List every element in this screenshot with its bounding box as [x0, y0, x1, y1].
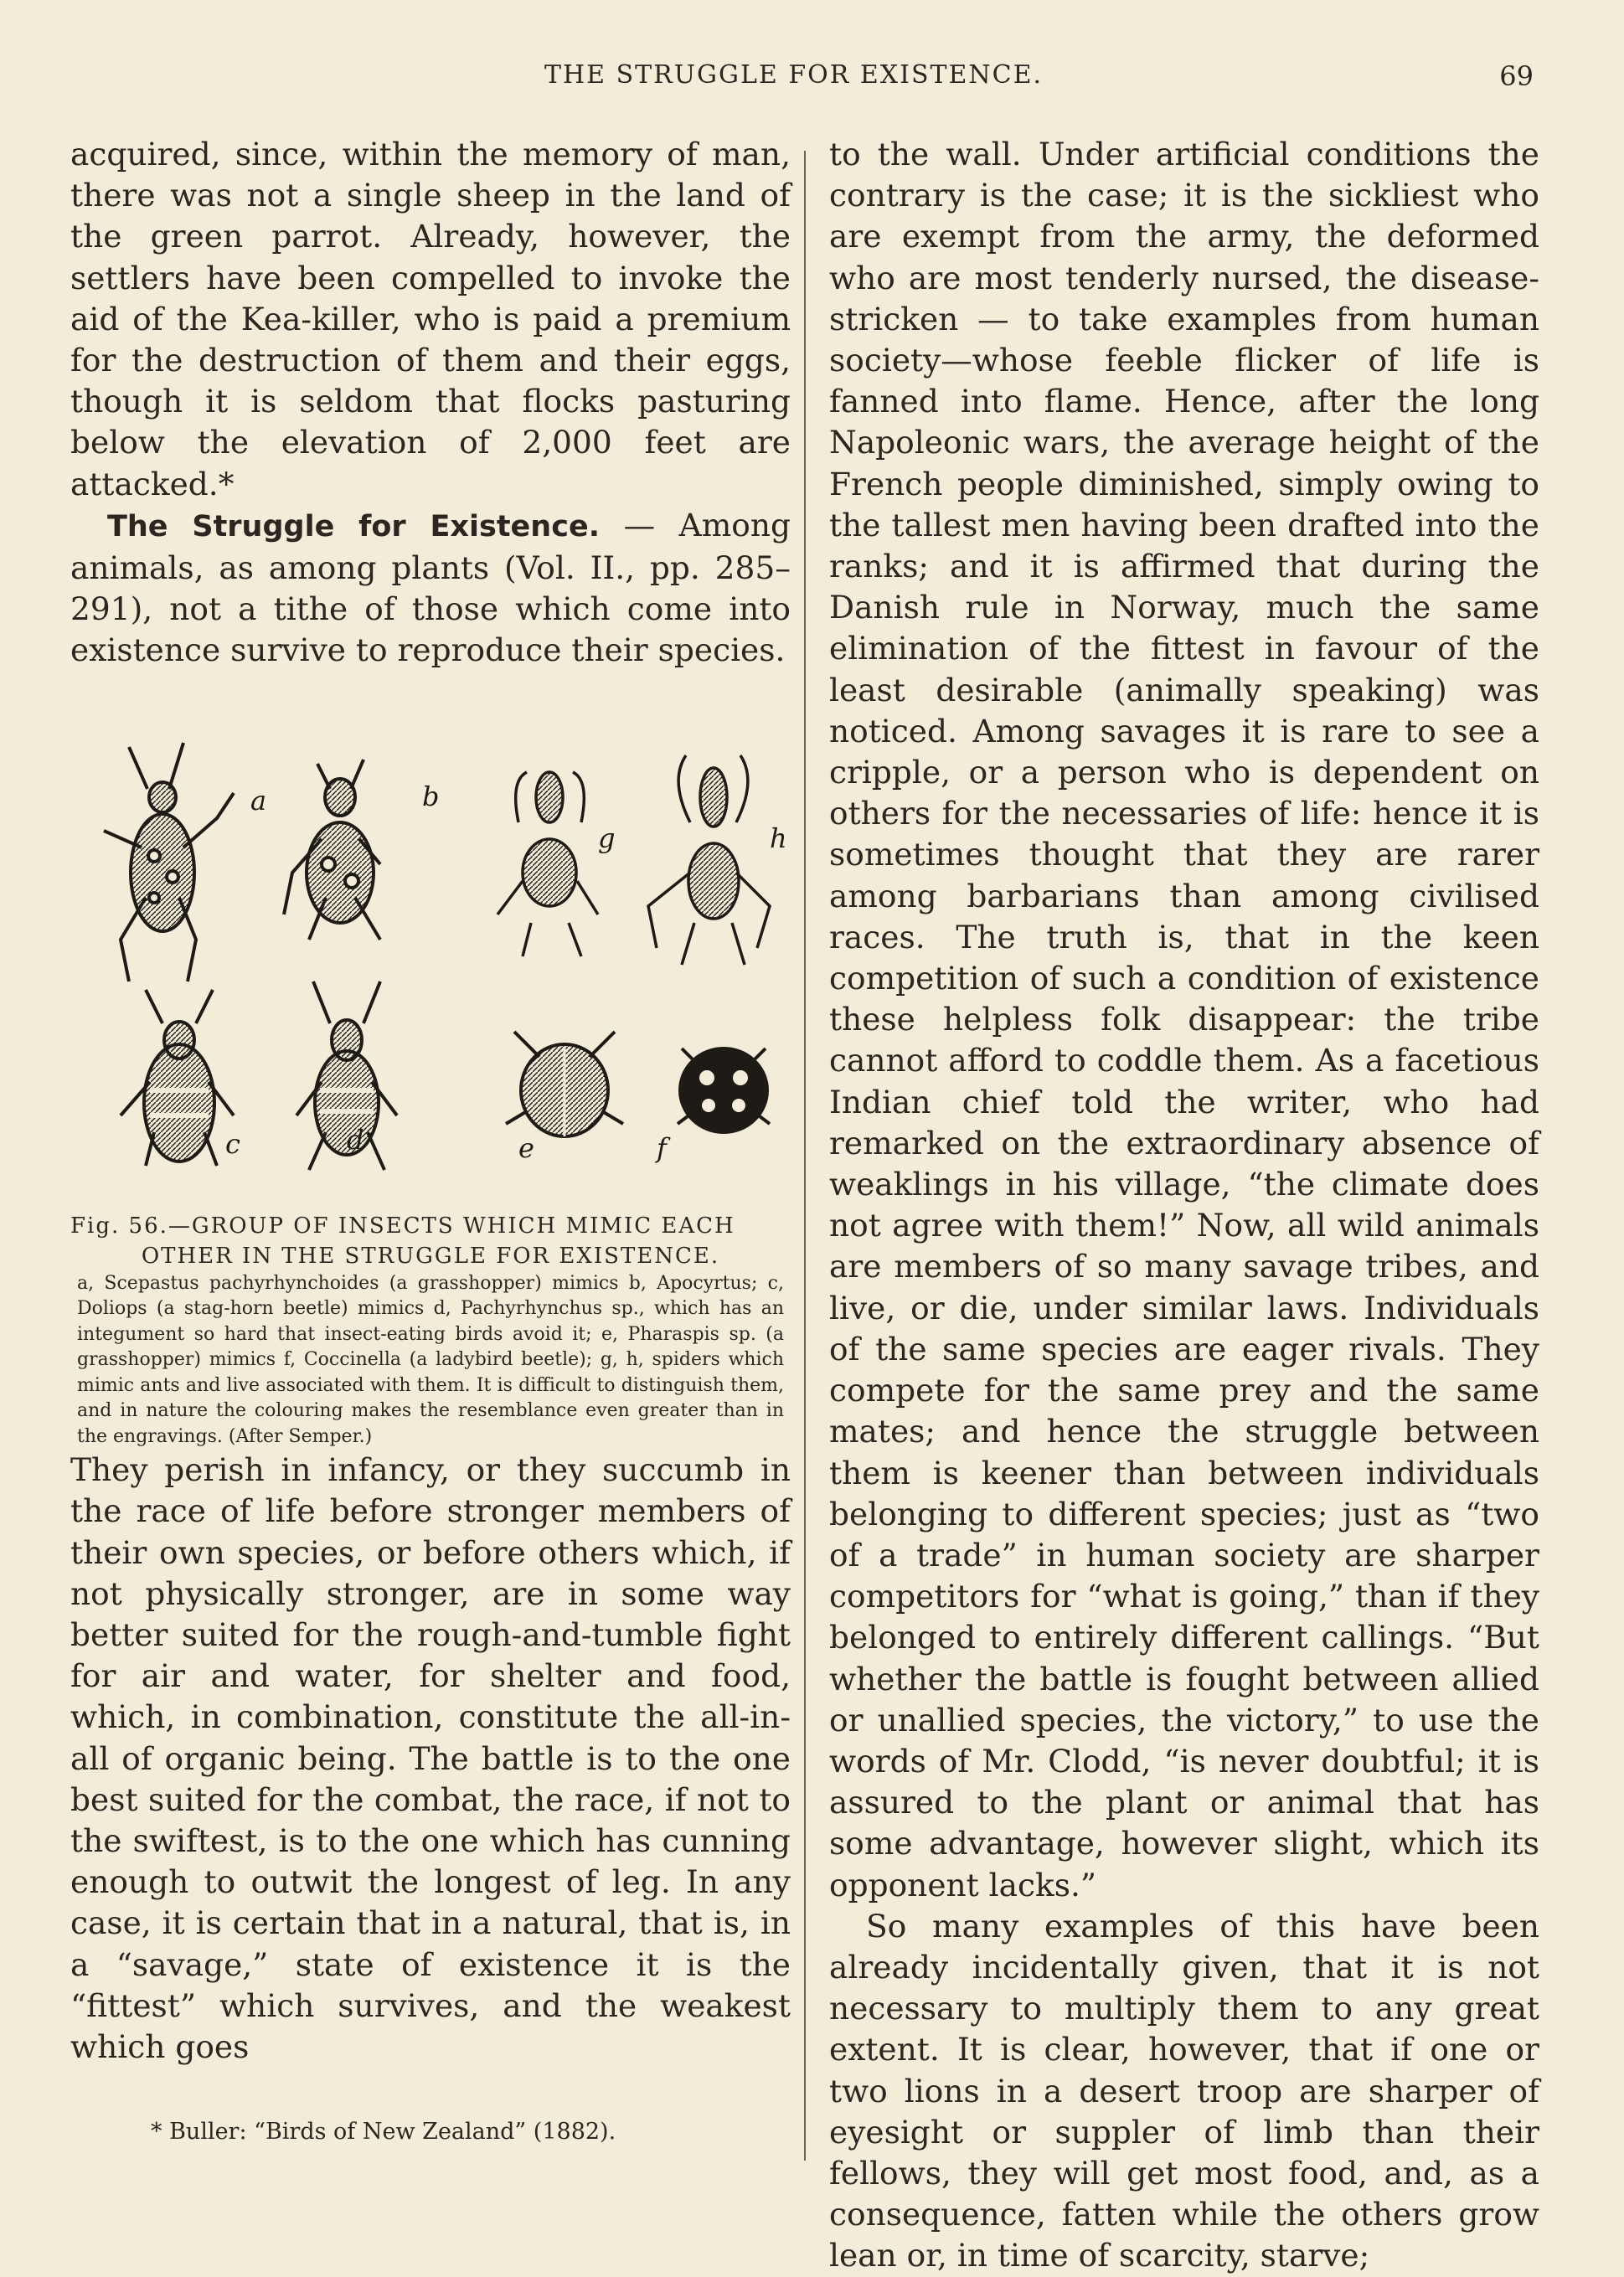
figure-caption-title-line1: Fig. 56.—GROUP OF INSECTS WHICH MIMIC EACH: [70, 1213, 735, 1239]
figure-caption-title: [70, 1211, 791, 1271]
insect-c: [121, 990, 234, 1166]
insect-a: [104, 743, 234, 981]
left-paragraph-2: [70, 505, 791, 672]
label-h: h: [770, 822, 787, 854]
label-g: g: [598, 822, 616, 854]
figure-caption-body: a, Scepastus pachyrhynchoides (a grasshopper) mimics b, Apocyrtus; c, Doliops (a stag-horn beetle) mimics d, Pachyrhynchus sp., which has an integument so hard that insect-eating birds avoid it; e, Pharaspis sp. (a grasshopper) mimics f, Coccinella (a ladybird beetle); g, h, spiders which mimic ants and live associated with them. It is difficult to distinguish them, and in nature the colouring makes the resemblance even greater than in the engravings. (After Semper.): [77, 1272, 784, 1447]
footnote: * Buller: “Birds of New Zealand” (1882).: [151, 2119, 616, 2145]
label-c: c: [225, 1127, 240, 1160]
insect-h: [648, 755, 770, 965]
label-b: b: [422, 780, 440, 812]
left-column: [70, 134, 791, 2068]
insect-b: [284, 760, 380, 940]
right-paragraph-1: to the wall. Under artificial conditions the contrary is the case; it is the sickliest who are exempt from the army, the deformed who are most tenderly nursed, the disease-stricken — to take examples from human society—whose feeble flicker of life is fanned into flame. Hence, after the long Napoleonic wars, the average height of the French people diminished, simply owing to the tallest men having been drafted into the ranks; and it is affirmed that during the Danish rule in Norway, much the same elimination of the fittest in favour of the least desirable (animally speaking) was noticed. Among savages it is rare to see a cripple, or a person who is dependent on others for the necessaries of life: hence it is sometimes thought that they are rarer among barbarians than among civilised races. The truth is, that in the keen competition of such a condition of existence these helpless folk disappear: the tribe cannot afford to coddle them. As a facetious Indian chief told the writer, who had remarked on the extraordinary absence of weaklings in his village, “the climate does not agree with them!” Now, all wild animals are members of so many savage tribes, and live, or die, under similar laws. Individuals of the same species are eager rivals. They compete for the same prey and the same mates; and hence the struggle between them is keener than between individuals belonging to different species; just as “two of a trade” in human society are sharper competitors for “what is going,” than if they belonged to entirely different callings. “But whether the battle is fought between allied or unallied species, the victory,” to use the words of Mr. Clodd, “is never doubtful; it is assured to the plant or animal that has some advantage, however slight, which its opponent lacks.”: [829, 136, 1539, 1904]
column-divider: [804, 151, 806, 2161]
page-number: 69: [1499, 60, 1534, 92]
section-heading: The Struggle for Existence.: [107, 509, 600, 543]
running-head: THE STRUGGLE FOR EXISTENCE.: [544, 60, 1044, 90]
insect-g: [498, 772, 598, 956]
right-paragraph-2: So many examples of this have been already incidentally given, that it is not necessary to multiply them to any great extent. It is clear, however, that if one or two lions in a desert troop are sharper of eyesight or suppler of limb than their fellows, they will get most food, and, as a consequence, fatten while the others grow lean or, in time of scarcity, starve;: [829, 1907, 1539, 2274]
page-header: [0, 60, 1624, 102]
label-a: a: [250, 784, 267, 817]
insect-engraving: [70, 730, 791, 1199]
insect-e: [506, 1032, 623, 1136]
insect-f: [678, 1048, 770, 1132]
left-paragraph-2-text: — Among animals, as among plants (Vol. II., pp. 285–291), not a tithe of those which come into existence survive to reproduce their species.: [70, 506, 791, 669]
left-paragraph-3: They perish in infancy, or they succumb in the race of life before stronger members of their own species, or before others which, if not physically stronger, are in some way better suited for the rough-and-tumble fight for air and water, for shelter and food, which, in combination, constitute the all-in-all of organic being. The battle is to the one best suited for the combat, the race, if not to the swiftest, is to the one which has cunning enough to outwit the longest of leg. In any case, it is certain that in a natural, that is, in a “savage,” state of existence it is the “fittest” which survives, and the weakest which goes: [70, 1451, 791, 2065]
figure-caption-title-line2: OTHER IN THE STRUGGLE FOR EXISTENCE.: [141, 1243, 720, 1269]
left-paragraph-1: acquired, since, within the memory of man, there was not a single sheep in the land of the green parrot. Already, however, the settlers have been compelled to invoke the aid of the Kea-killer, who is paid a premium for the destruction of them and their eggs, though it is seldom that flocks pasturing below the elevation of 2,000 feet are attacked.*: [70, 136, 791, 502]
label-e: e: [518, 1131, 534, 1164]
label-f: f: [657, 1131, 667, 1164]
right-column: [829, 134, 1539, 2277]
insect-figure: [70, 730, 791, 1199]
label-d: d: [347, 1123, 364, 1156]
